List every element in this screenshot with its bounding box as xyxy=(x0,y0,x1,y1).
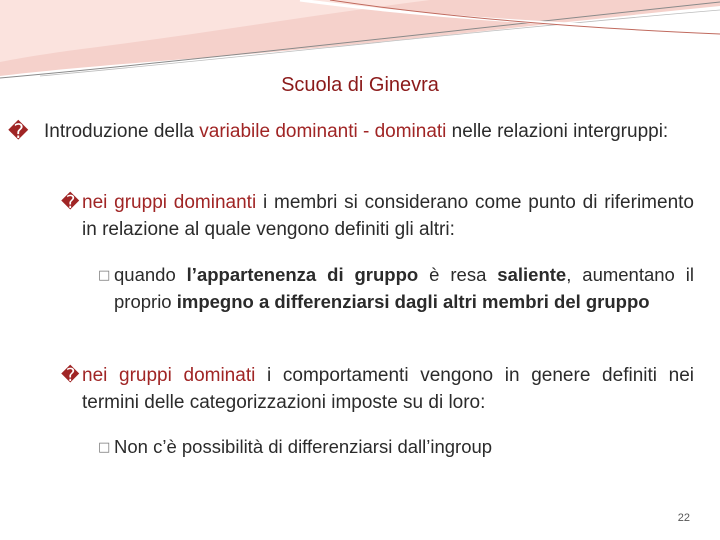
point-highlight: nei gruppi dominati xyxy=(82,365,256,386)
bullet-point-introduction xyxy=(44,118,694,145)
point-text: nelle relazioni intergruppi: xyxy=(446,121,669,142)
square-bullet-icon: � xyxy=(8,119,29,143)
point-highlight: variabile dominanti - dominati xyxy=(199,121,447,142)
header-decoration xyxy=(0,0,720,80)
point-text: quando xyxy=(114,264,187,285)
point-text: Introduzione della xyxy=(44,121,200,142)
bullet-point-dominant-groups xyxy=(82,189,694,243)
point-bold: l’appartenenza di gruppo xyxy=(186,264,419,285)
bullet-point-dominated-groups xyxy=(82,362,694,416)
point-bold: impegno a differenziarsi dagli altri membri del gruppo xyxy=(176,291,650,312)
point-bold: saliente xyxy=(497,264,567,285)
page-number: 22 xyxy=(677,512,690,524)
point-text: è resa xyxy=(418,264,498,285)
square-bullet-icon: � xyxy=(61,192,80,213)
point-text: i membri si considerano come punto di riferimento in relazione al quale vengono definiti gli altri: xyxy=(82,192,694,240)
sub-point-no-differentiation xyxy=(114,433,694,460)
slide-title: Scuola di Ginevra xyxy=(281,74,439,96)
point-text: , aumentano il proprio xyxy=(114,264,694,312)
sub-point-salience xyxy=(114,261,694,315)
point-text: Non c’è possibilità di differenziarsi dall’ingroup xyxy=(114,436,493,457)
point-text: i comportamenti vengono in genere definiti nei termini delle categorizzazioni imposte su di loro: xyxy=(82,365,695,413)
small-square-bullet-icon: □ xyxy=(98,268,111,283)
point-highlight: nei gruppi dominanti xyxy=(82,192,257,213)
small-square-bullet-icon: □ xyxy=(98,440,111,455)
square-bullet-icon: � xyxy=(61,365,80,386)
